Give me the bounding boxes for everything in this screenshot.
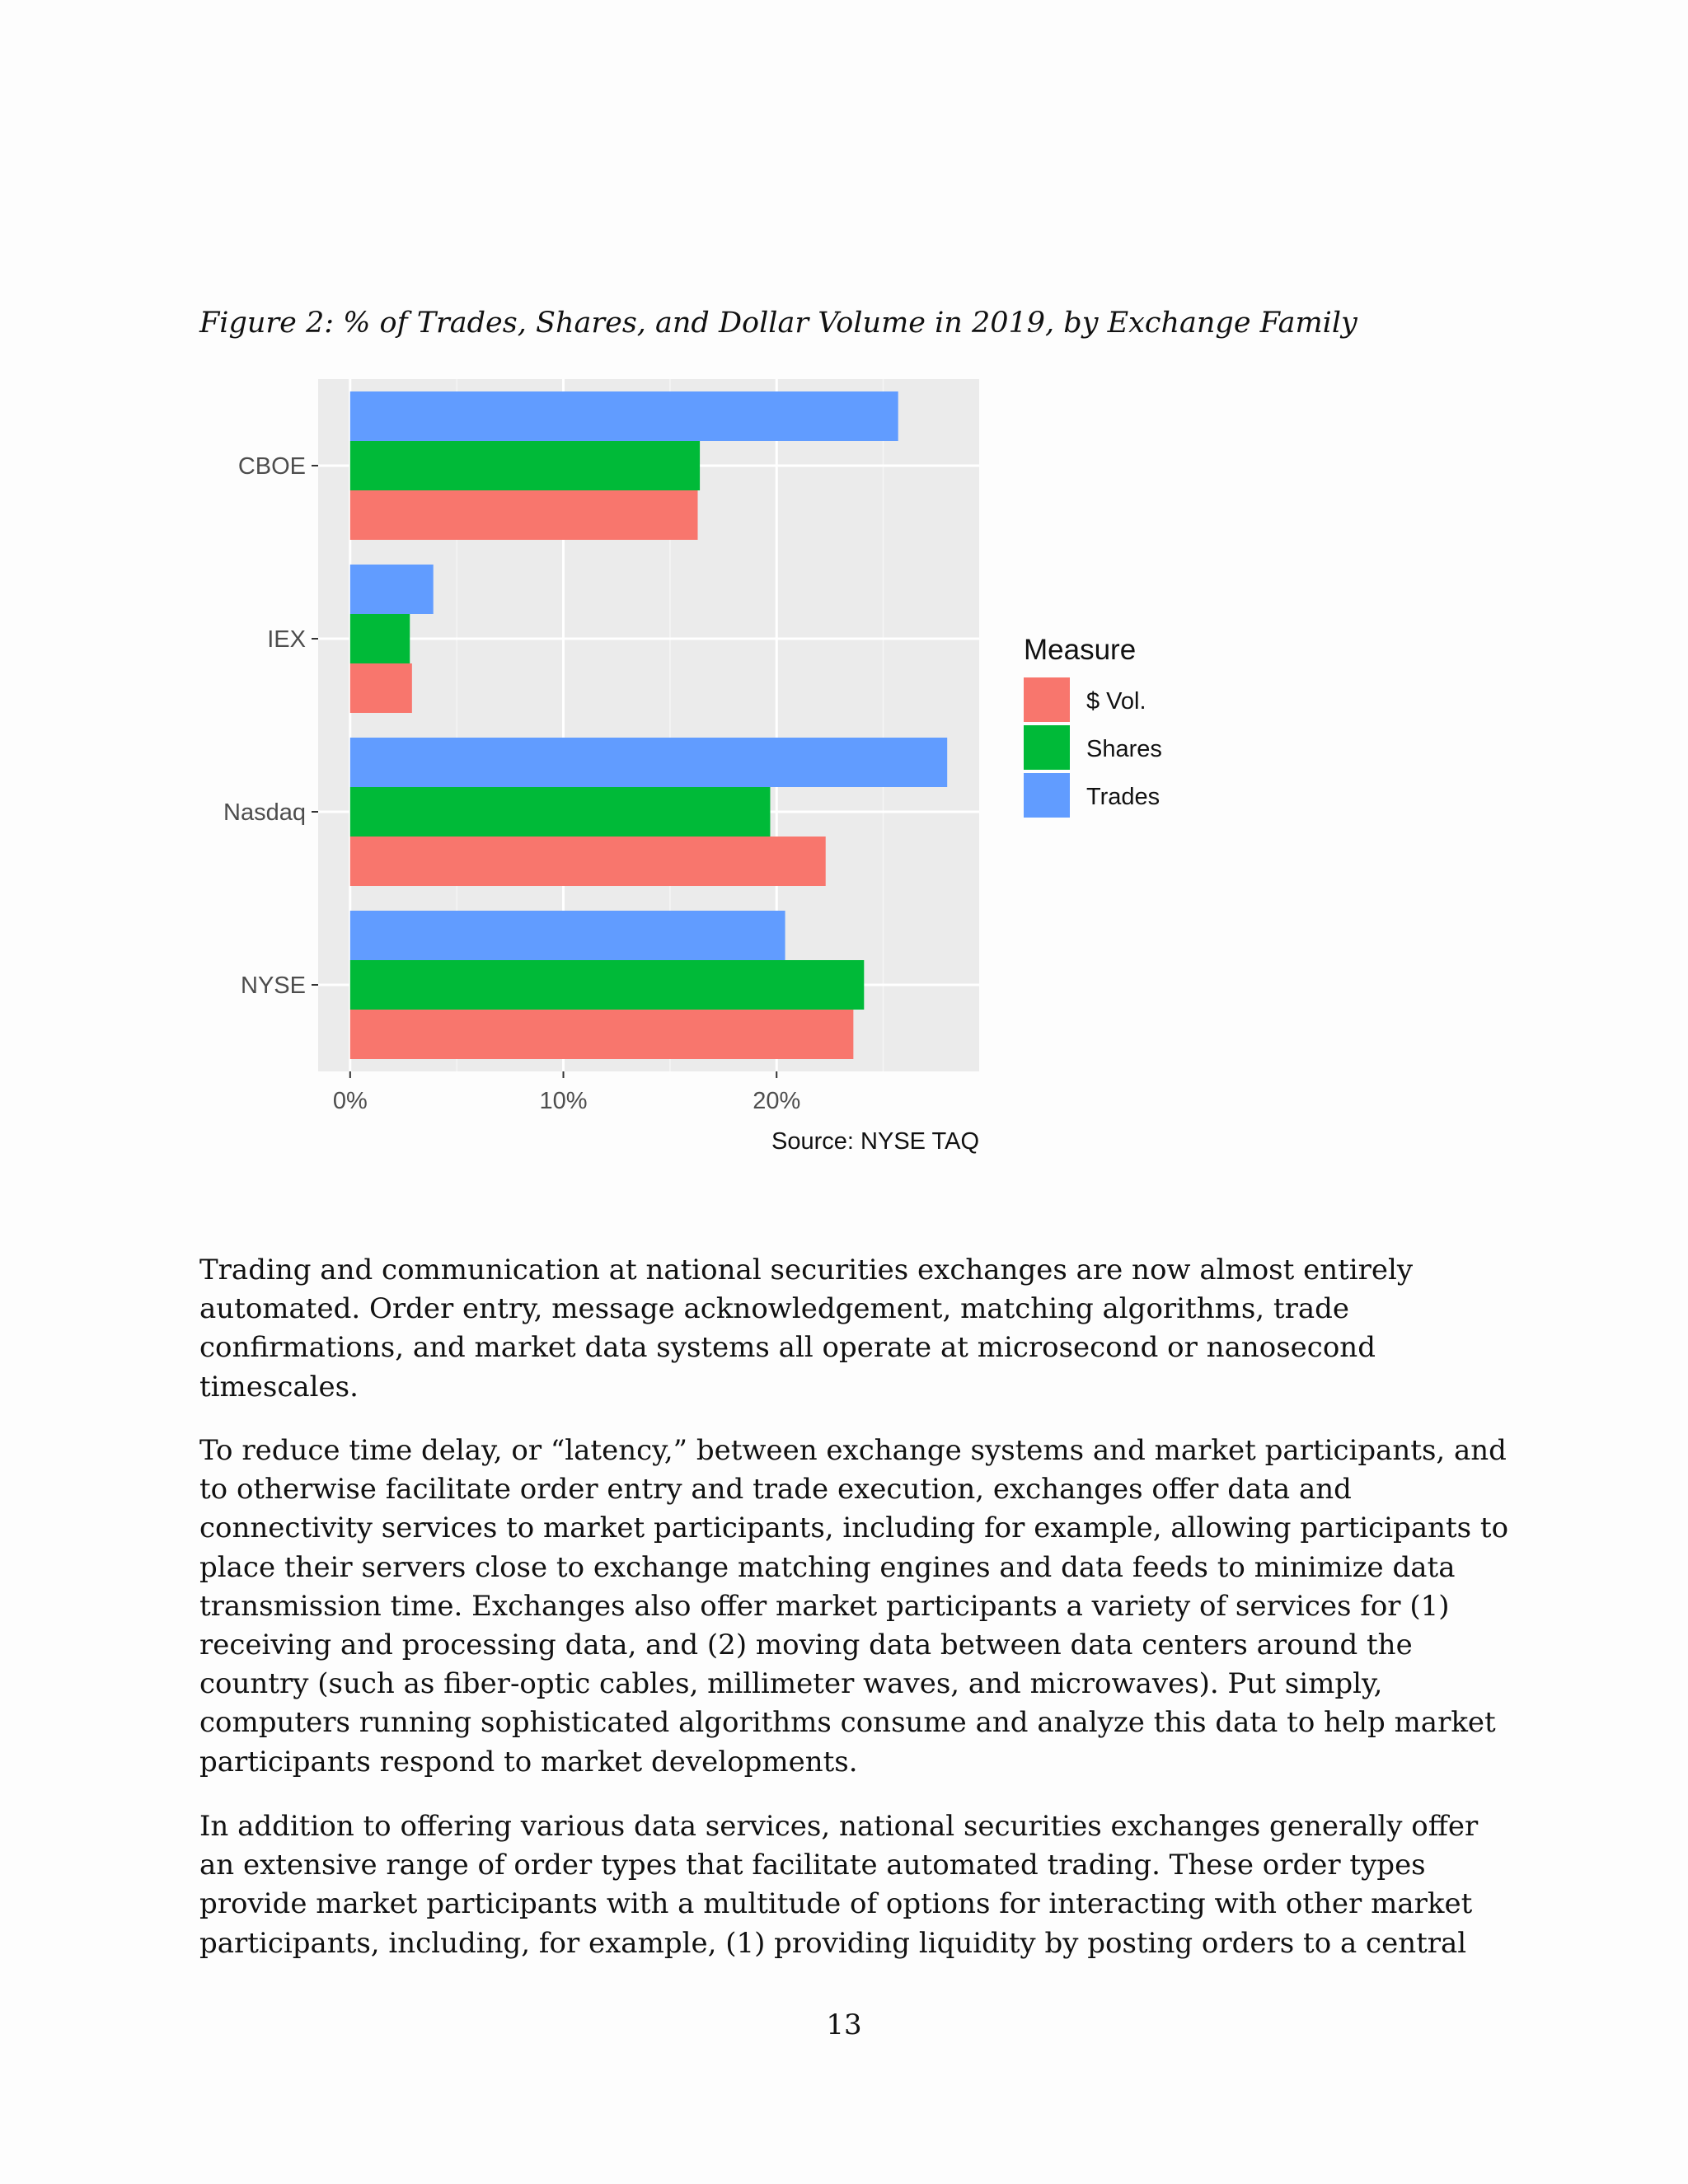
x-label-1: 10% [539,1088,588,1114]
legend-key-vol [1024,677,1070,722]
y-label-nyse: NYSE [241,972,306,999]
bar-nyse-trades [350,911,785,960]
bar-iex-vol [350,663,412,713]
paragraph-3: In addition to offering various data services, national securities exchanges generally offer an extensive range of order types that facilitate automated trading. These order types provide market participants with a multitude of options for interacting with other market participants, including, for example, (1) providing liquidity by posting orders to a central [199,1810,1479,1960]
bar-cboe-trades [350,391,898,441]
paragraph-2: To reduce time delay, or “latency,” between exchange systems and market participants, and to otherwise facilitate order entry and trade execution, exchanges offer data and connectivity services to market participants, including for example, allowing participants to place their servers close to exchange matching engines and data feeds to minimize data transmission time. Exchanges also offer market participants a variety of services for (1) receiving and processing data, and (2) moving data between data centers around the country (such as fiber-optic cables, millimeter waves, and microwaves). Put simply, computers running sophisticated algorithms consume and analyze this data to help market participants respond to market developments. [199,1434,1509,1779]
bar-nasdaq-vol [350,837,826,886]
y-label-cboe: CBOE [237,453,306,480]
legend-key-trades [1024,773,1070,818]
legend-key-shares [1024,725,1070,770]
bar-nyse-shares [350,960,864,1010]
page-number: 13 [826,2008,862,2041]
bar-iex-trades [350,565,434,614]
legend-label-shares: Shares [1086,736,1162,762]
bar-cboe-vol [350,490,698,540]
legend-title: Measure [1024,634,1137,666]
legend-label-trades: Trades [1086,784,1160,810]
legend-label-vol: $ Vol. [1086,688,1146,715]
x-label-0: 0% [332,1088,368,1114]
figure-caption: Figure 2: % of Trades, Shares, and Dollar Volume in 2019, by Exchange Family [199,307,1357,340]
bar-cboe-shares [350,441,700,490]
bar-nasdaq-trades [350,738,947,787]
y-label-iex: IEX [267,626,306,653]
chart-source: Source: NYSE TAQ [771,1128,979,1155]
x-label-2: 20% [753,1088,801,1114]
paragraph-1: Trading and communication at national securities exchanges are now almost entirely automated. Order entry, message acknowledgement, matching algorithms, trade confirmations, and market data systems all operate at microsecond or nanosecond timescales. [199,1254,1414,1404]
y-label-nasdaq: Nasdaq [223,799,306,826]
bar-nasdaq-shares [350,787,771,837]
bar-iex-shares [350,614,410,663]
bar-nyse-vol [350,1010,854,1059]
